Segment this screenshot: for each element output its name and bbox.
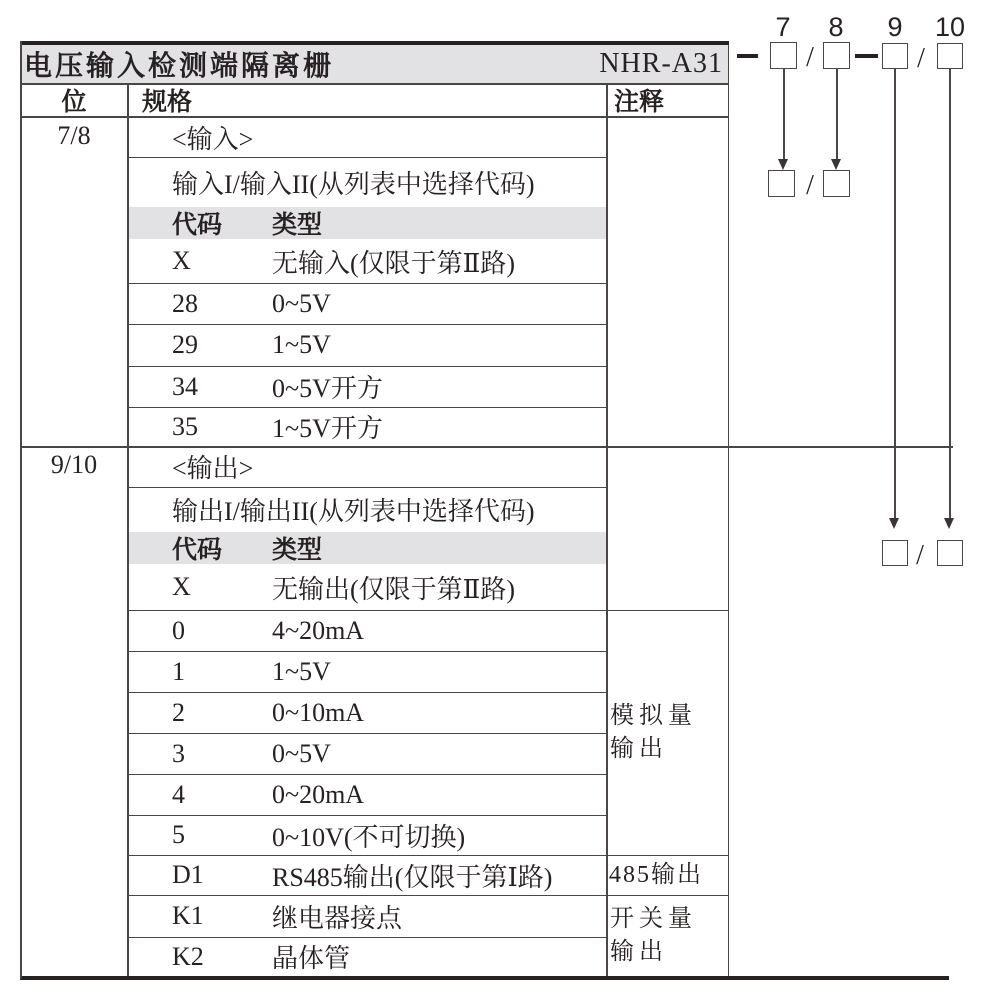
arrowhead-icon xyxy=(778,159,788,170)
code-cell: X xyxy=(172,246,191,275)
input-select-box-2 xyxy=(823,170,850,197)
code-cell: 1 xyxy=(172,656,185,686)
model-number: NHR-A31 xyxy=(599,48,723,79)
table-row xyxy=(172,815,602,855)
arrow-line-8 xyxy=(836,69,838,159)
note-line: 输出 xyxy=(610,938,668,965)
type-header-label: 类型 xyxy=(272,211,323,239)
table-row xyxy=(172,692,602,733)
code-cell: 28 xyxy=(172,288,198,318)
dash-icon xyxy=(737,54,758,58)
code-cell: 4 xyxy=(172,779,185,809)
code-cell: X xyxy=(172,572,191,601)
spec-title-input: <输入> xyxy=(172,124,254,154)
slash-separator: / xyxy=(806,170,814,201)
code-cell: 29 xyxy=(172,330,198,359)
code-cell: D1 xyxy=(172,860,204,889)
type-cell: 无输入(仅限于第Ⅱ路) xyxy=(272,248,515,278)
arrow-line-9 xyxy=(894,69,896,518)
note-line: 开关量 xyxy=(610,905,697,932)
section-divider-line xyxy=(20,446,953,448)
spec-subtitle-output: 输出I/输出II(从列表中选择代码) xyxy=(172,497,535,526)
code-type-header-output xyxy=(172,532,322,564)
section-position-910: 9/10 xyxy=(50,450,98,479)
table-left-border xyxy=(20,41,22,979)
table-row xyxy=(172,774,602,815)
arrowhead-icon xyxy=(889,518,899,529)
digit-label-10: 10 xyxy=(935,12,966,42)
type-cell: 无输出(仅限于第Ⅱ路) xyxy=(272,574,515,604)
arrow-line-7 xyxy=(783,69,785,159)
output-select-box-2 xyxy=(937,540,963,566)
section-position-78: 7/8 xyxy=(57,121,91,150)
code-cell: 0 xyxy=(172,615,185,645)
arrowhead-icon xyxy=(944,518,954,529)
type-cell: 0~5V xyxy=(272,288,331,318)
type-cell: 晶体管 xyxy=(272,944,351,973)
column-header-note: 注释 xyxy=(614,87,665,116)
type-cell: 4~20mA xyxy=(272,615,365,645)
type-cell: 0~5V xyxy=(272,738,331,768)
input-select-box-1 xyxy=(768,170,795,197)
code-cell: K2 xyxy=(172,941,204,971)
type-cell: 0~10mA xyxy=(272,697,365,727)
spec-subtitle-input: 输入I/输入II(从列表中选择代码) xyxy=(172,169,535,199)
note-switch-output xyxy=(610,895,728,976)
code-type-header-input xyxy=(172,207,322,239)
table-row xyxy=(172,283,602,324)
table-row xyxy=(172,239,602,283)
column-header-position: 位 xyxy=(61,87,87,116)
column-header-spec: 规格 xyxy=(142,87,193,116)
order-box-7 xyxy=(770,42,797,69)
order-box-9 xyxy=(882,43,908,69)
digit-label-8: 8 xyxy=(828,12,844,42)
code-cell: 35 xyxy=(172,411,198,441)
order-box-8 xyxy=(823,42,850,69)
type-cell: 0~10V(不可切换) xyxy=(272,822,466,852)
column-separator-spec-note xyxy=(606,83,608,976)
type-cell: 0~5V开方 xyxy=(272,374,383,403)
slash-separator: / xyxy=(916,540,924,571)
table-row xyxy=(172,895,602,937)
digit-label-7: 7 xyxy=(775,12,791,42)
table-row xyxy=(172,651,602,692)
spec-title-output: <输出> xyxy=(172,454,254,483)
code-header-label: 代码 xyxy=(172,211,223,239)
slash-separator: / xyxy=(917,43,925,74)
type-cell: 0~20mA xyxy=(272,779,365,809)
slash-separator: / xyxy=(806,42,814,73)
note-analog-output xyxy=(610,610,728,855)
table-row xyxy=(172,610,602,651)
type-cell: RS485输出(仅限于第Ⅰ路) xyxy=(272,862,553,892)
code-cell: 3 xyxy=(172,738,185,768)
digit-label-9: 9 xyxy=(887,12,903,42)
table-row xyxy=(172,937,602,976)
table-bottom-border xyxy=(20,976,949,980)
note-line: 模拟量 xyxy=(610,702,697,729)
type-header-label: 类型 xyxy=(272,536,323,564)
table-row xyxy=(172,733,602,774)
table-row xyxy=(172,324,602,366)
note-485-output xyxy=(609,855,727,895)
type-cell: 1~5V xyxy=(272,330,331,359)
code-cell: 34 xyxy=(172,371,198,401)
arrow-line-10 xyxy=(949,69,951,518)
note-line: 485输出 xyxy=(609,861,703,888)
order-box-10 xyxy=(937,43,963,69)
page-title: 电压输入检测端隔离栅 xyxy=(24,50,335,81)
table-row xyxy=(172,564,602,610)
type-cell: 1~5V xyxy=(272,656,331,686)
output-select-box-1 xyxy=(882,540,908,566)
table-row xyxy=(172,855,602,895)
code-header-label: 代码 xyxy=(172,536,223,564)
table-row xyxy=(172,366,602,407)
arrowhead-icon xyxy=(831,159,841,170)
type-cell: 1~5V开方 xyxy=(272,414,383,443)
note-line: 输出 xyxy=(610,735,668,762)
type-cell: 继电器接点 xyxy=(272,903,403,933)
dash-icon xyxy=(855,54,878,58)
code-cell: 2 xyxy=(172,697,185,727)
table-row xyxy=(172,407,602,446)
code-cell: K1 xyxy=(172,901,204,930)
code-cell: 5 xyxy=(172,820,185,849)
